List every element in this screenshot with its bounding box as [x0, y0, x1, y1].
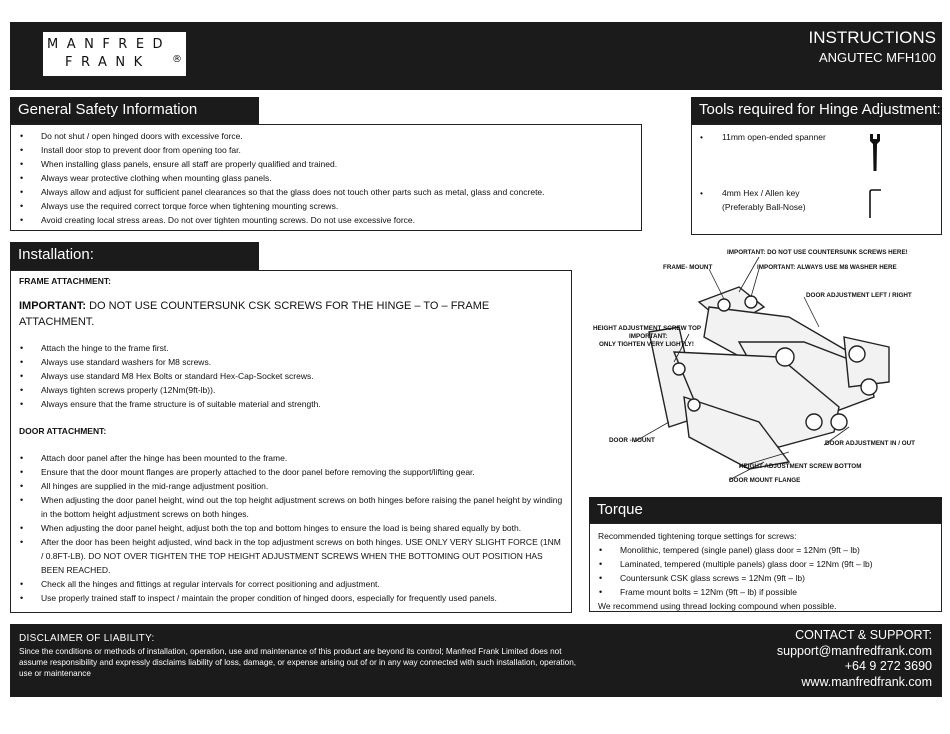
label-door-flange: DOOR MOUNT FLANGE	[729, 477, 801, 484]
torque-panel	[589, 523, 942, 612]
list-item: • Always ensure that the frame structure is of suitable material and strength.	[19, 397, 563, 411]
tool-label: 11mm open-ended spanner	[722, 132, 826, 142]
list-item: • Attach the hinge to the frame first.	[19, 341, 563, 355]
list-item: • After the door has been height adjusted, wind back in the top adjustment screws on both hinges. USE ONLY VERY SLIGHT FORCE (1NM / 0.8FT-LB). DO NOT OVER TIGHTEN THE TOP HEIGHT ADJUSTMENT SCREWS WHEN THE BOTTOMING OUT POSITION HAS BEEN REACHED.	[19, 535, 563, 577]
page-title: INSTRUCTIONS	[808, 28, 936, 47]
label-countersunk-warning: IMPORTANT: DO NOT USE COUNTERSUNK SCREWS HERE!	[727, 249, 908, 256]
contact-phone[interactable]: +64 9 272 3690	[844, 659, 932, 674]
label-door-adjust-lr: DOOR ADJUSTMENT LEFT / RIGHT	[806, 292, 912, 299]
list-item: • Frame mount bolts = 12Nm (9ft – lb) if possible	[598, 585, 933, 599]
list-item: • Always allow and adjust for sufficient panel clearances so that the glass does not touch other parts such as metal, glass and concrete.	[19, 185, 633, 199]
disclaimer-title: DISCLAIMER OF LIABILITY:	[19, 633, 155, 644]
manfred-frank-logo	[43, 32, 186, 76]
tool-note: (Preferably Ball-Nose)	[722, 202, 806, 212]
installation-panel	[10, 270, 572, 613]
door-list	[19, 451, 563, 605]
list-item: • When adjusting the door panel height, wind out the top height adjustment screws on both hinges before raising the panel height by winding in the bottom height adjustment screws on both hinges.	[19, 493, 563, 521]
door-attachment-heading: DOOR ATTACHMENT:	[19, 426, 107, 436]
disclaimer-text: Since the conditions or methods of installation, operation, use and maintenance of this product are beyond its control; Manfred Frank Limited does not assume responsibility and expressly disclaims liability of loss, damage, or expense arising out of or in any way connected with such installation, operation, use or maintenance	[19, 647, 577, 678]
list-item: • Always use standard washers for M8 screws.	[19, 355, 563, 369]
list-item: • Laminated, tempered (multiple panels) glass door = 12Nm (9ft – lb)	[598, 557, 933, 571]
tool-label: 4mm Hex / Allen key	[722, 188, 800, 198]
allen-key-icon	[868, 189, 882, 219]
list-item: • Always tighten screws properly (12Nm(9ft-lb)).	[19, 383, 563, 397]
safety-heading: General Safety Information	[10, 97, 259, 124]
footer-bar	[10, 624, 942, 697]
list-item: • Always use the required correct torque force when tightening mounting screws.	[19, 199, 633, 213]
list-item: • Avoid creating local stress areas. Do not over tighten mounting screws. Do not use excessive force.	[19, 213, 633, 227]
list-item: • Countersunk CSK glass screws = 12Nm (9ft – lb)	[598, 571, 933, 585]
spanner-icon	[868, 133, 882, 173]
contact-website[interactable]: www.manfredfrank.com	[801, 674, 932, 689]
logo-line-2: FRANK	[65, 55, 151, 70]
list-item: • When adjusting the door panel height, adjust both the top and bottom hinges to ensure the load is being shared equally by both.	[19, 521, 563, 535]
frame-list	[19, 341, 563, 411]
list-item: • All hinges are supplied in the mid-range adjustment position.	[19, 479, 563, 493]
installation-heading: Installation:	[10, 242, 259, 270]
label-height-top-warning: ONLY TIGHTEN VERY LIGHTLY!	[599, 341, 694, 348]
frame-attachment-heading: FRAME ATTACHMENT:	[19, 276, 111, 286]
hinge-illustration	[589, 247, 942, 488]
list-item: • Ensure that the door mount flanges are properly attached to the door panel before removing the support/lifting gear.	[19, 465, 563, 479]
important-notice: IMPORTANT: DO NOT USE COUNTERSUNK CSK SCREWS FOR THE HINGE – TO – FRAME ATTACHMENT.	[19, 300, 490, 328]
list-item: • Always use standard M8 Hex Bolts or standard Hex-Cap-Socket screws.	[19, 369, 563, 383]
label-height-top-important: IMPORTANT:	[629, 333, 668, 340]
tools-heading: Tools required for Hinge Adjustment:	[691, 97, 942, 124]
label-frame-mount: FRAME- MOUNT	[663, 264, 713, 271]
contact-email[interactable]: support@manfredfrank.com	[776, 643, 932, 658]
list-item: • Attach door panel after the hinge has been mounted to the frame.	[19, 451, 563, 465]
contact-block	[777, 628, 932, 690]
contact-title: CONTACT & SUPPORT:	[795, 628, 932, 642]
label-door-adjust-io: DOOR ADJUSTMENT IN / OUT	[825, 440, 916, 447]
safety-list	[19, 129, 633, 227]
list-item: • Install door stop to prevent door from opening too far.	[19, 143, 633, 157]
label-door-mount: DOOR -MOUNT	[609, 437, 655, 444]
list-item: • Use properly trained staff to inspect / maintain the proper condition of hinged doors, especially for frequently used panels.	[19, 591, 563, 605]
list-item: • Monolithic, tempered (single panel) glass door = 12Nm (9ft – lb)	[598, 543, 933, 557]
list-item: • Check all the hinges and fittings at regular intervals for correct positioning and adjustment.	[19, 577, 563, 591]
logo-line-1: MANFRED	[47, 37, 172, 52]
torque-heading: Torque	[589, 497, 942, 523]
list-item: • Do not shut / open hinged doors with excessive force.	[19, 129, 633, 143]
torque-intro: Recommended tightening torque settings for screws:	[598, 531, 797, 541]
list-item: • When installing glass panels, ensure all staff are properly qualified and trained.	[19, 157, 633, 171]
header-bar	[10, 22, 942, 90]
hinge-diagram	[589, 247, 942, 488]
label-height-bottom: HEIGHT ADJUSTMENT SCREW BOTTOM	[739, 463, 862, 470]
tools-panel: • 11mm open-ended spanner • 4mm Hex / Allen key (Preferably Ball-Nose)	[691, 124, 942, 235]
list-item: • Always wear protective clothing when mounting glass panels.	[19, 171, 633, 185]
label-height-top: HEIGHT ADJUSTMENT SCREW TOP	[593, 325, 702, 332]
torque-outro: We recommend using thread locking compound when possible.	[598, 601, 837, 611]
torque-list	[598, 543, 933, 599]
label-washer-warning: IMPORTANT: ALWAYS USE M8 WASHER HERE	[757, 264, 897, 271]
product-name: ANGUTEC MFH100	[818, 50, 936, 65]
registered-mark: ®	[172, 54, 182, 65]
safety-panel	[10, 124, 642, 231]
